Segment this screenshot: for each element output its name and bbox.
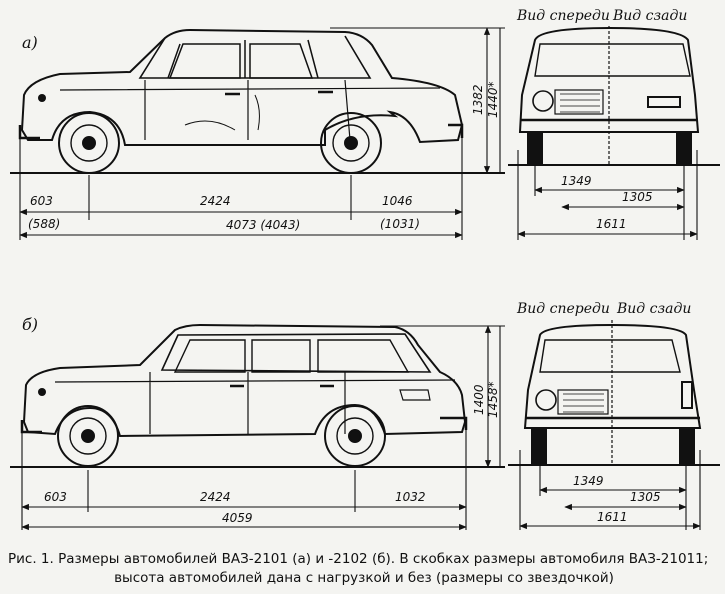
sedan-rear-overhang-alt: (1031) [380,217,420,231]
sedan-length: 4073 (4043) [226,218,301,232]
wagon-side-view [22,325,466,466]
sedan-front-overhang: 603 [30,194,53,208]
sedan-view-front: Вид спереди [517,8,610,24]
sedan-height: 1382 [471,84,485,115]
wagon-rear-overhang: 1032 [395,490,426,504]
sedan-dimension-lines [20,28,505,240]
wagon-dimension-lines [22,326,505,530]
wagon-wheelbase: 2424 [200,490,231,504]
sedan-wheelbase: 2424 [200,194,231,208]
caption-line-1: Рис. 1. Размеры автомобилей ВАЗ-2101 (а) и -2102 (б). В скобках размеры автомобиля ВАЗ-21011; [8,551,709,567]
wagon-front-overhang: 603 [44,490,67,504]
wagon-height-star: 1458* [486,381,500,418]
sedan-rear-track: 1305 [622,190,653,204]
figure-caption [8,550,720,588]
wagon-height: 1400 [472,384,486,415]
wagon-view-front: Вид спереди [517,301,610,317]
wagon-front-rear-view [525,320,700,465]
wagon-front-track: 1349 [573,474,604,488]
sedan-width: 1611 [596,217,627,231]
sedan-height-star: 1440* [486,81,500,118]
sedan-view-rear: Вид сзади [613,8,688,24]
sedan-label: a) [22,33,38,52]
sedan-side-view [20,30,462,173]
wagon-rear-track: 1305 [630,490,661,504]
caption-line-2: высота автомобилей дана с нагрузкой и без (размеры со звездочкой) [114,570,614,586]
wagon-view-rear: Вид сзади [617,301,692,317]
wagon-width: 1611 [597,510,628,524]
wagon-length: 4059 [222,511,253,525]
sedan-front-overhang-alt: (588) [28,217,61,231]
sedan-front-track: 1349 [561,174,592,188]
sedan-front-rear-view [520,26,698,165]
wagon-label: б) [22,315,39,334]
sedan-rear-overhang: 1046 [382,194,413,208]
